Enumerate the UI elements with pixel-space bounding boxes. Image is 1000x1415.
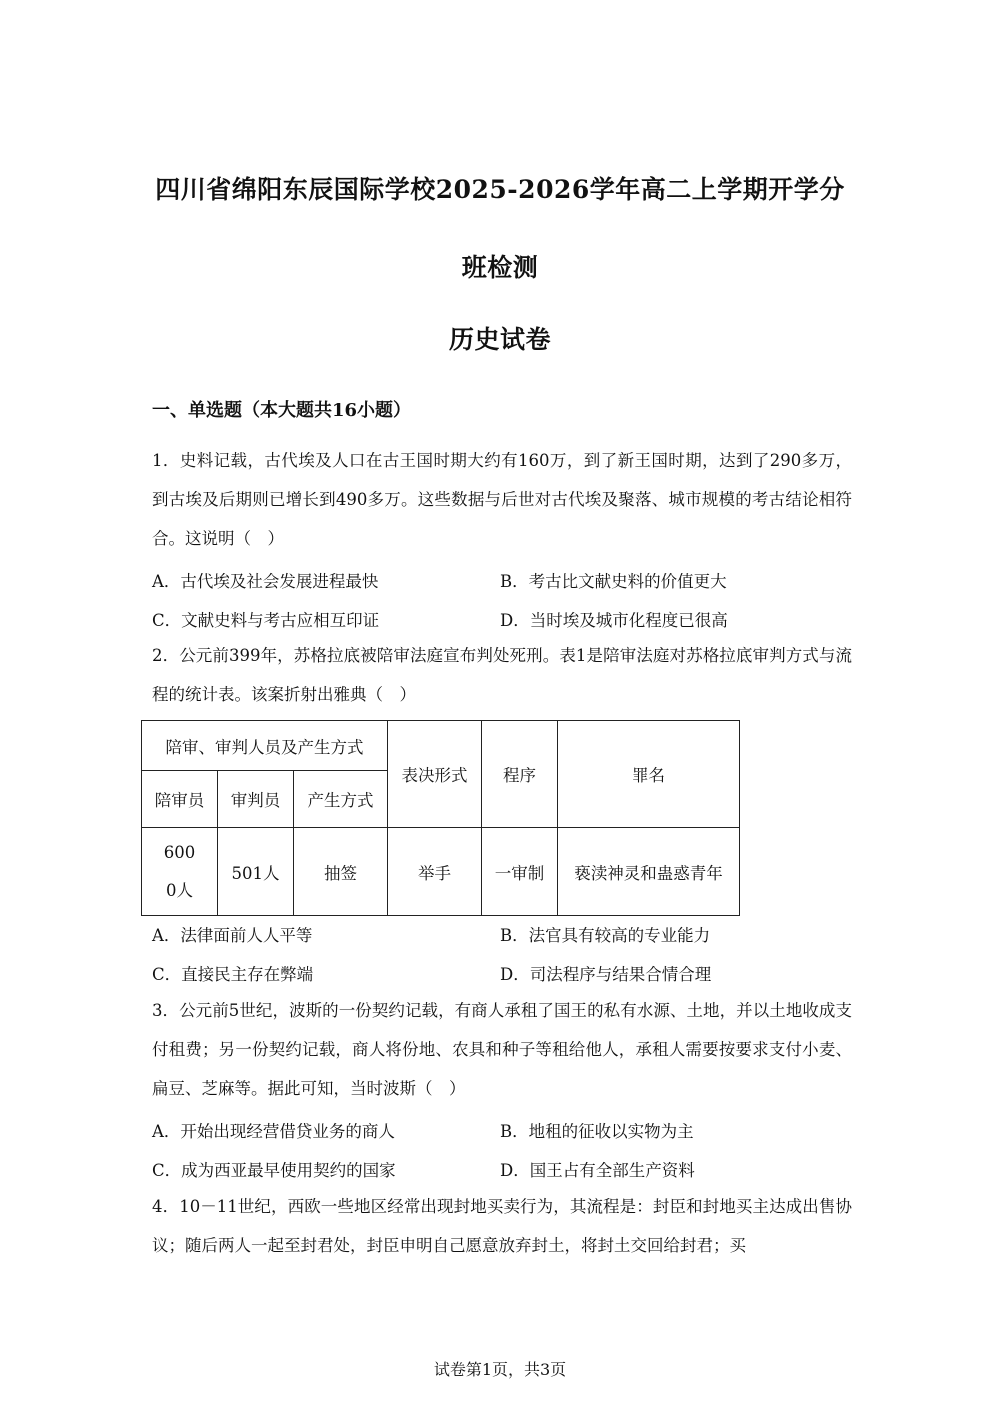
- question-1-stem: 1．史料记载，古代埃及人口在古王国时期大约有160万，到了新王国时期，达到了290多万，到古埃及后期则已增长到490多万。这些数据与后世对古代埃及聚落、城市规模的考古结论相符合。这说明（ ）: [152, 451, 852, 548]
- table-cell-jurors-text: 6000人: [163, 842, 196, 900]
- table-header-charge: 罪名: [558, 721, 740, 828]
- table-cell-method: 抽签: [294, 828, 388, 916]
- table-header-jurors: 陪审员: [142, 771, 218, 828]
- trial-statistics-table: [141, 720, 740, 916]
- table-cell-procedure: 一审制: [482, 828, 558, 916]
- section-heading: 一、单选题（本大题共16小题）: [152, 400, 412, 421]
- question-3-stem: 3．公元前5世纪，波斯的一份契约记载，有商人承租了国王的私有水源、土地，并以土地收成支付租费；另一份契约记载，商人将份地、农具和种子等租给他人，承租人需要按要求支付小麦、扁豆、芝麻等。据此可知，当时波斯（ ）: [152, 1001, 852, 1098]
- question-2-option-c: C．直接民主存在弊端: [152, 965, 314, 984]
- table-header-vote: 表决形式: [388, 721, 482, 828]
- question-3-option-c: C．成为西亚最早使用契约的国家: [152, 1161, 396, 1180]
- table-header-judges: 审判员: [218, 771, 294, 828]
- table-cell-vote: 举手: [388, 828, 482, 916]
- exam-title-line-1: 四川省绵阳东辰国际学校2025-2026学年高二上学期开学分: [155, 175, 845, 204]
- question-2-stem: 2．公元前399年，苏格拉底被陪审法庭宣布判处死刑。表1是陪审法庭对苏格拉底审判方式与流程的统计表。该案折射出雅典（ ）: [152, 646, 852, 704]
- question-2-option-d: D．司法程序与结果合情合理: [500, 965, 712, 984]
- exam-title-line-2: 班检测: [461, 253, 539, 282]
- table-cell-jurors: [142, 828, 218, 916]
- question-1-option-a: A．古代埃及社会发展进程最快: [152, 572, 379, 591]
- table-cell-charge: 亵渎神灵和蛊惑青年: [558, 828, 740, 916]
- question-3-option-a: A．开始出现经营借贷业务的商人: [152, 1122, 395, 1141]
- question-1-option-c: C．文献史料与考古应相互印证: [152, 611, 380, 630]
- question-3-option-d: D．国王占有全部生产资料: [500, 1161, 695, 1180]
- question-1-option-d: D．当时埃及城市化程度已很高: [500, 611, 728, 630]
- table-header-method: 产生方式: [294, 771, 388, 828]
- table-header-procedure: 程序: [482, 721, 558, 828]
- question-3-option-b: B．地租的征收以实物为主: [500, 1122, 694, 1141]
- question-1-option-b: B．考古比文献史料的价值更大: [500, 572, 727, 591]
- question-2-option-a: A．法律面前人人平等: [152, 926, 313, 945]
- question-4-stem: 4．10－11世纪，西欧一些地区经常出现封地买卖行为，其流程是：封臣和封地买主达成出售协议；随后两人一起至封君处，封臣申明自己愿意放弃封土，将封土交回给封君；买: [152, 1197, 852, 1255]
- question-2-option-b: B．法官具有较高的专业能力: [500, 926, 711, 945]
- page-footer: 试卷第1页，共3页: [433, 1360, 567, 1379]
- table-group-header: 陪审、审判人员及产生方式: [142, 721, 388, 771]
- subject-title: 历史试卷: [448, 325, 551, 354]
- table-cell-judges: 501人: [218, 828, 294, 916]
